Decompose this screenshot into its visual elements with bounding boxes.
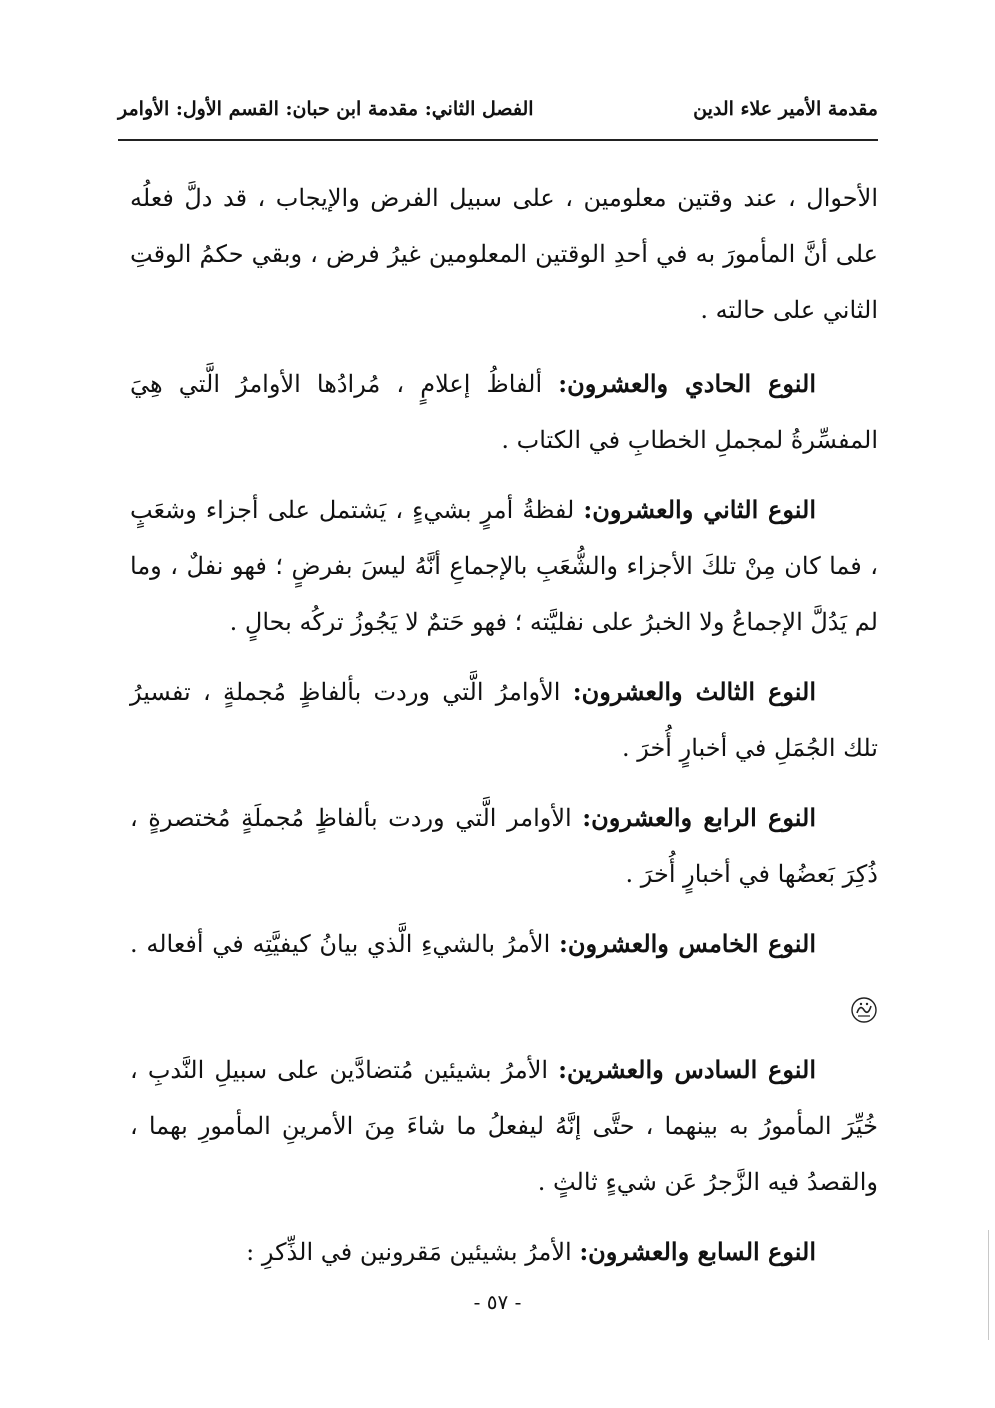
paragraph-text: الأحوال ، عند وقتين معلومين ، على سبيل الفرض والإيجاب ، قد دلَّ فعلُه على أنَّ المأمورَ به في أحدِ الوقتين المعلومين غيرُ فرض ، وبقي حكمُ الوقتِ الثاني على حالته . [130, 184, 878, 324]
paragraph-heading: النوع الخامس والعشرون: [559, 929, 816, 958]
paragraph-text: لفظةُ أمرٍ بشيءٍ ، يَشتمل على أجزاء وشعَبٍ ، فما كان مِنْ تلكَ الأجزاء والشُّعَبِ بالإجماعِ أنَّهُ ليسَ بفرضٍ ؛ فهو نفلٌ ، وما لم يَدُلَّ الإجماعُ ولا الخبرُ على نفليَّته ؛ فهو حَتمٌ لا يَجُوزُ تركُه بحالٍ . [130, 496, 878, 636]
paragraph-heading: النوع السابع والعشرون: [579, 1237, 816, 1266]
paragraph-type-25 [130, 916, 878, 1028]
paragraph-text: الأوامرُ الَّتي وردت بألفاظٍ مُجملةٍ ، تفسيرُ تلك الجُمَلِ في أخبارٍ أُخرَ . [130, 678, 878, 762]
running-header [118, 92, 878, 136]
paragraph-type-27 [130, 1224, 878, 1280]
header-divider [118, 139, 878, 141]
paragraph-text: الأمرُ بالشيءِ الَّذي بيانُ كيفيَّتِه في أفعاله . [130, 930, 551, 958]
paragraph-text: ألفاظُ إعلامٍ ، مُرادُها الأوامرُ الَّتي هِيَ المفسِّرةُ لمجملِ الخطابِ في الكتاب . [130, 370, 878, 454]
paragraph-type-23 [130, 664, 878, 776]
paragraph-type-21 [130, 356, 878, 468]
paragraph-type-26 [130, 1042, 878, 1210]
paragraph-continuation [130, 170, 878, 338]
paragraph-type-22 [130, 482, 878, 650]
body-text [130, 170, 878, 1294]
paragraph-text: الأوامر الَّتي وردت بألفاظٍ مُجملَةٍ مُختصرةٍ ، ذُكِرَ بَعضُها في أخبارٍ أُخرَ . [130, 804, 878, 888]
header-chapter-title: الفصل الثاني: مقدمة ابن حبان: القسم الأول: الأوامر [118, 98, 534, 120]
header-book-title: مقدمة الأمير علاء الدين [693, 98, 878, 120]
paragraph-type-24 [130, 790, 878, 902]
page-number: - ٥٧ - [473, 1290, 522, 1314]
paragraph-heading: النوع الحادي والعشرون: [558, 369, 816, 398]
paragraph-heading: النوع الرابع والعشرون: [582, 803, 816, 832]
paragraph-heading: النوع الثالث والعشرون: [572, 677, 816, 706]
paragraph-text: الأمرُ بشيئين مُتضادَّين على سبيلِ النَّدبِ ، خُيِّرَ المأمورُ به بينهما ، حتَّى إنَّهُ ليفعلُ ما شاءَ مِنَ الأمرينِ المأمورِ بهما ، والقصدُ فيه الزَّجرُ عَن شيءٍ ثالثٍ . [130, 1056, 878, 1196]
paragraph-text: الأمرُ بشيئين مَقرونين في الذِّكرِ : [246, 1238, 572, 1266]
salutation-glyph-icon [850, 988, 878, 1016]
scan-edge-line [988, 1230, 989, 1340]
paragraph-heading: النوع السادس والعشرين: [558, 1055, 816, 1084]
paragraph-heading: النوع الثاني والعشرون: [583, 495, 816, 524]
